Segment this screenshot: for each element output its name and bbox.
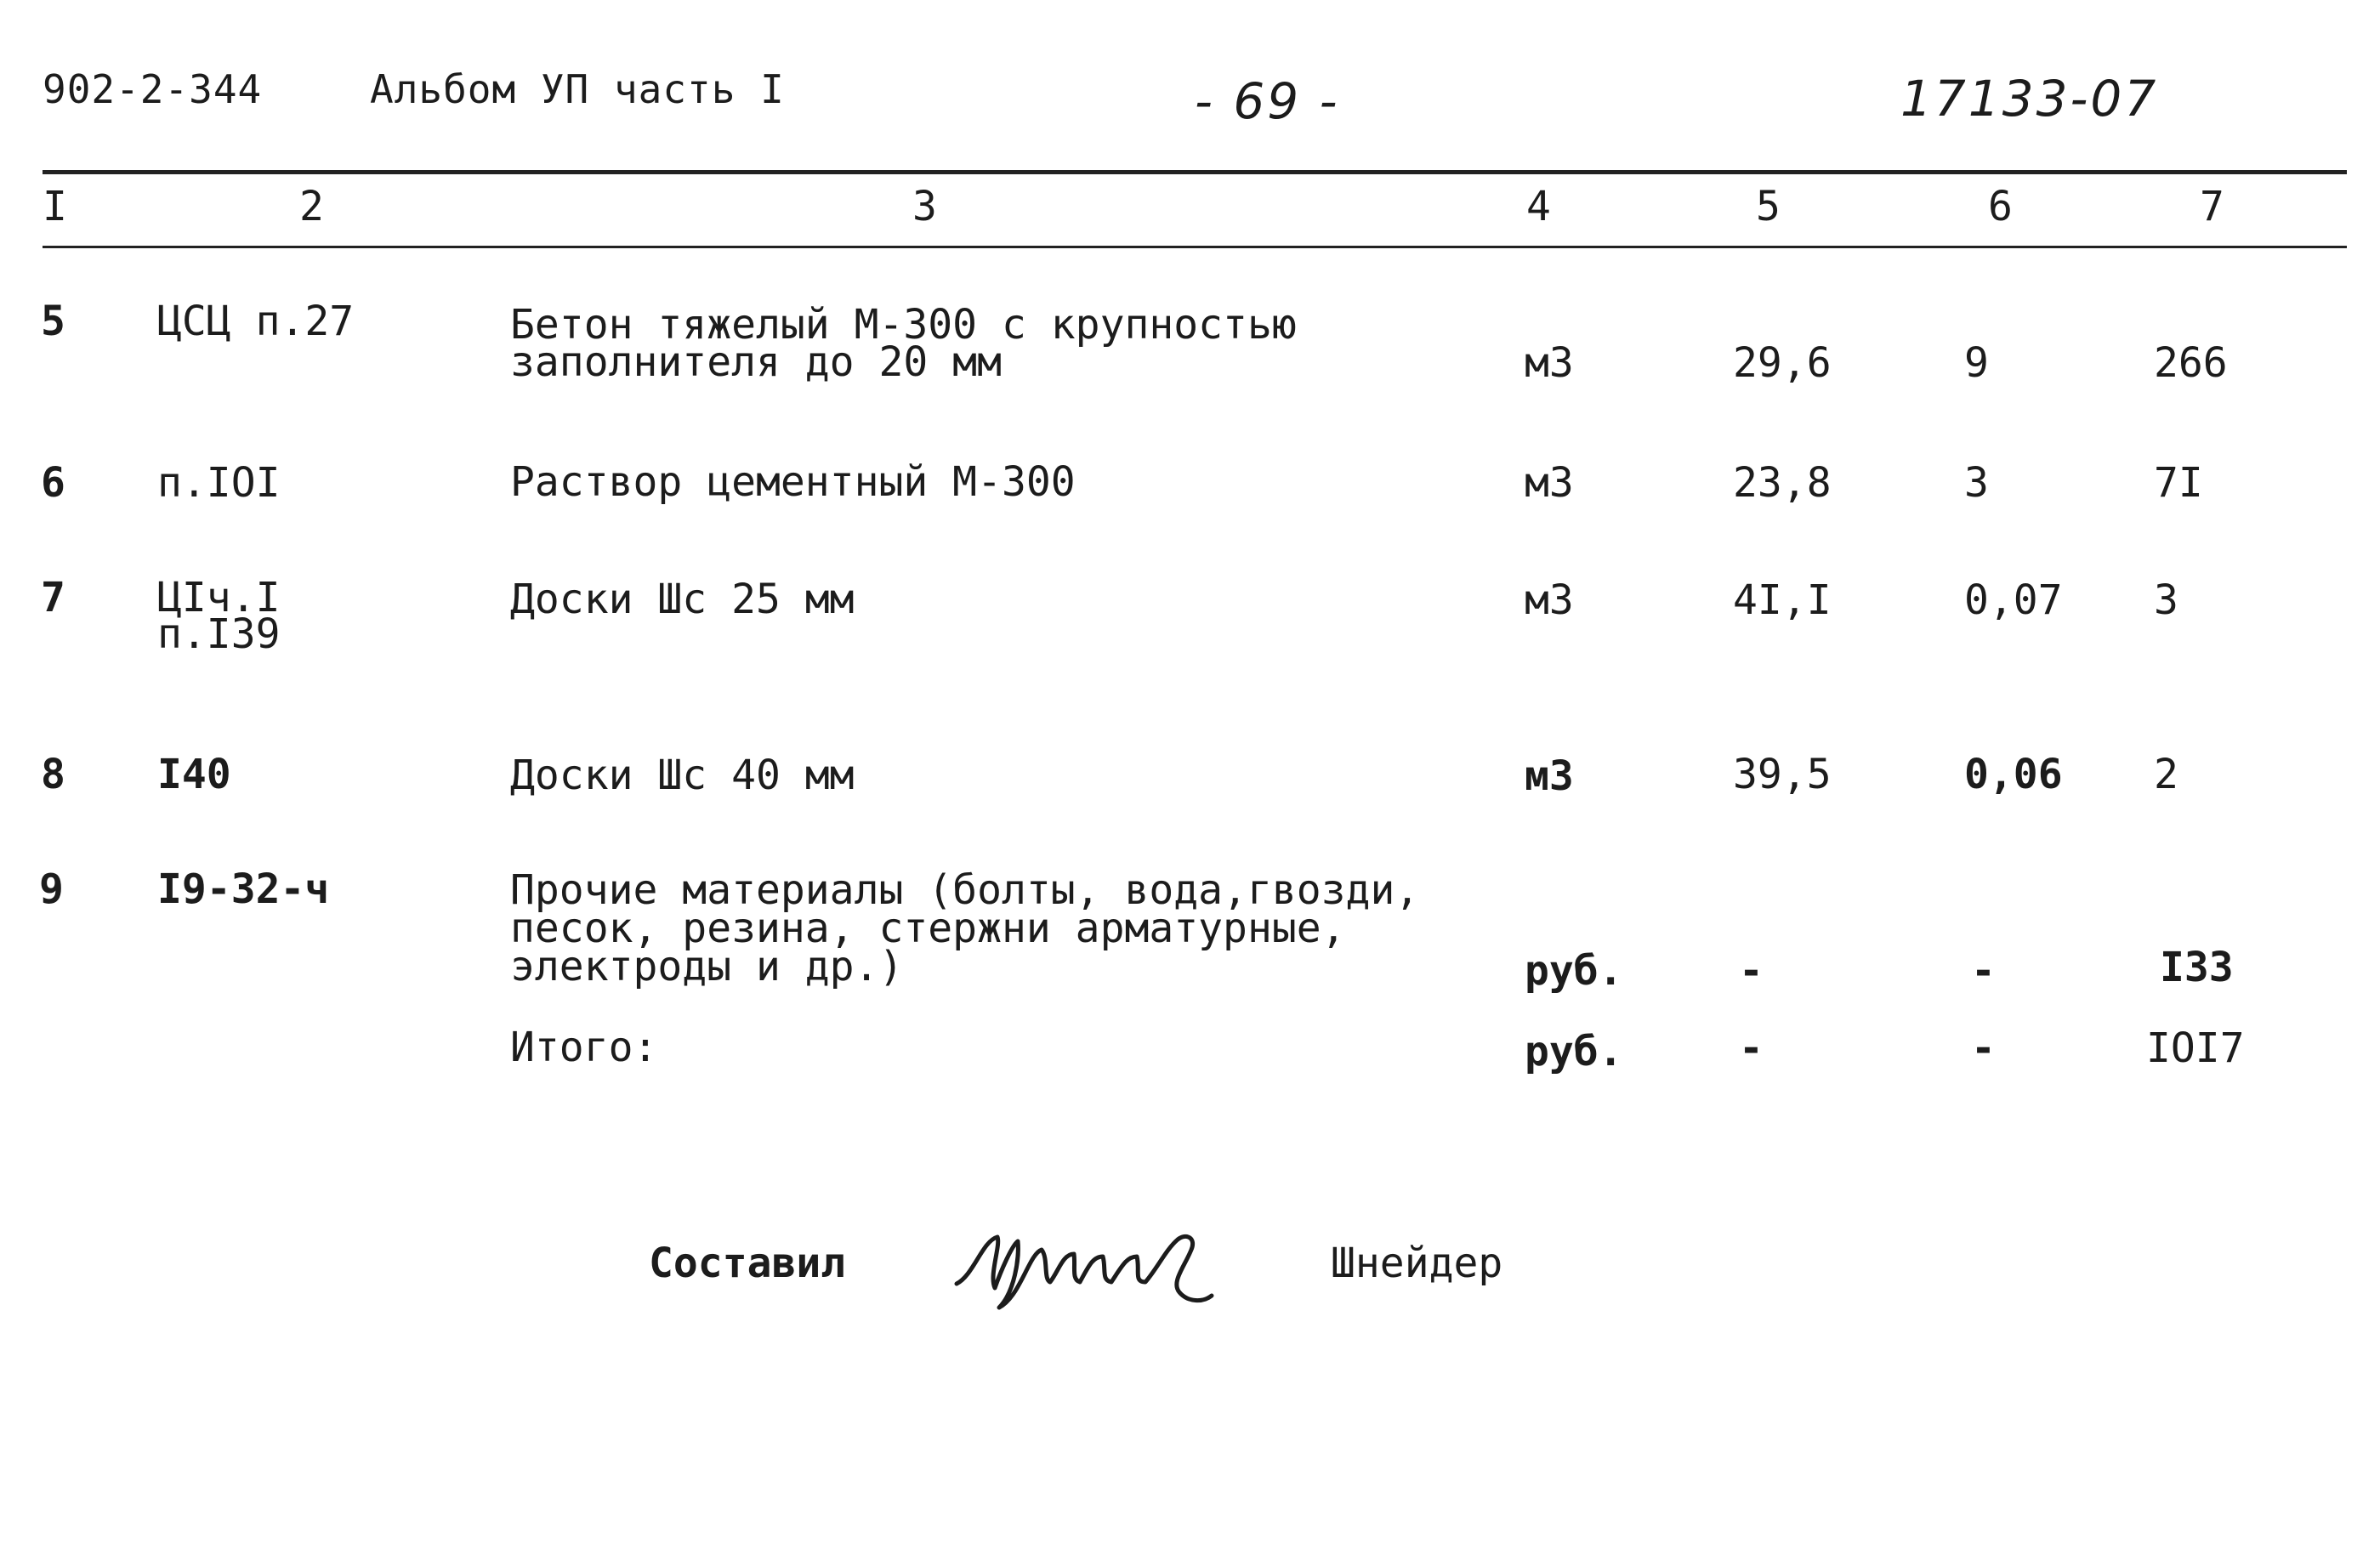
unit-price: 4I,I — [1733, 576, 1832, 624]
top-rule — [43, 170, 2347, 174]
norm-code: п.I39 — [157, 610, 281, 658]
total-cost: 3 — [2154, 576, 2178, 624]
header-bottom-rule — [43, 246, 2347, 248]
unit: м3 — [1525, 459, 1574, 507]
norm-code: ЦIч.I — [157, 574, 281, 621]
item-description-line: Раствор цементный М-300 — [510, 458, 1076, 506]
column-number: 3 — [912, 183, 937, 230]
total-price: - — [1739, 1024, 1764, 1072]
item-description-line: песок, резина, стержни арматурные, — [510, 905, 1346, 952]
document-code: 902-2-344 — [43, 66, 263, 112]
row-number: 9 — [39, 865, 64, 913]
unit: м3 — [1525, 339, 1574, 387]
quantity: - — [1971, 947, 1996, 995]
row-number: 5 — [41, 298, 65, 345]
unit: м3 — [1525, 576, 1574, 624]
album-title: Альбом УП часть I — [370, 66, 785, 112]
item-description-line: Доски Шс 25 мм — [510, 576, 855, 623]
total-cost: 266 — [2154, 339, 2228, 387]
column-number: 5 — [1756, 183, 1781, 230]
norm-code: ЦСЦ п.27 — [157, 298, 355, 345]
quantity: 0,06 — [1964, 751, 2063, 798]
norm-code: п.IOI — [157, 459, 281, 507]
column-number: 4 — [1526, 183, 1551, 230]
total-quantity: - — [1971, 1024, 1996, 1072]
item-description-line: Прочие материалы (болты, вода,гвозди, — [510, 866, 1420, 914]
unit: м3 — [1525, 752, 1574, 800]
unit-price: 29,6 — [1733, 339, 1832, 387]
handwritten-signature — [948, 1207, 1229, 1318]
signer-name: Шнейдер — [1331, 1240, 1503, 1287]
norm-code: I9-32-ч — [157, 865, 330, 913]
column-number: 2 — [299, 183, 324, 230]
inventory-number: 17133-07 — [1900, 70, 2159, 128]
row-number: 6 — [41, 459, 65, 507]
total-label: Итого: — [510, 1024, 658, 1071]
unit: руб. — [1525, 947, 1623, 995]
row-number: 8 — [41, 751, 65, 798]
total-unit: руб. — [1525, 1028, 1623, 1075]
column-number: I — [43, 183, 67, 230]
total-cost: I33 — [2160, 944, 2234, 991]
signature-label: Составил — [649, 1240, 846, 1287]
page-number: - 69 - — [1195, 72, 1340, 130]
item-description-line: заполнителя до 20 мм — [510, 338, 1002, 386]
row-number: 7 — [41, 574, 65, 621]
unit-price: 39,5 — [1733, 751, 1832, 798]
total-cost: 2 — [2154, 751, 2178, 798]
norm-code: I40 — [157, 751, 231, 798]
quantity: 3 — [1964, 459, 1989, 507]
grand-total: IOI7 — [2146, 1024, 2245, 1072]
quantity: 9 — [1964, 339, 1989, 387]
item-description-line: Доски Шс 40 мм — [510, 752, 855, 799]
unit-price: 23,8 — [1733, 459, 1832, 507]
column-number: 7 — [2200, 183, 2224, 230]
total-cost: 7I — [2154, 459, 2203, 507]
column-number: 6 — [1988, 183, 2013, 230]
item-description-line: Бетон тяжелый М-300 с крупностью — [510, 301, 1297, 349]
item-description-line: электроды и др.) — [510, 943, 904, 990]
unit-price: - — [1739, 947, 1764, 995]
quantity: 0,07 — [1964, 576, 2063, 624]
